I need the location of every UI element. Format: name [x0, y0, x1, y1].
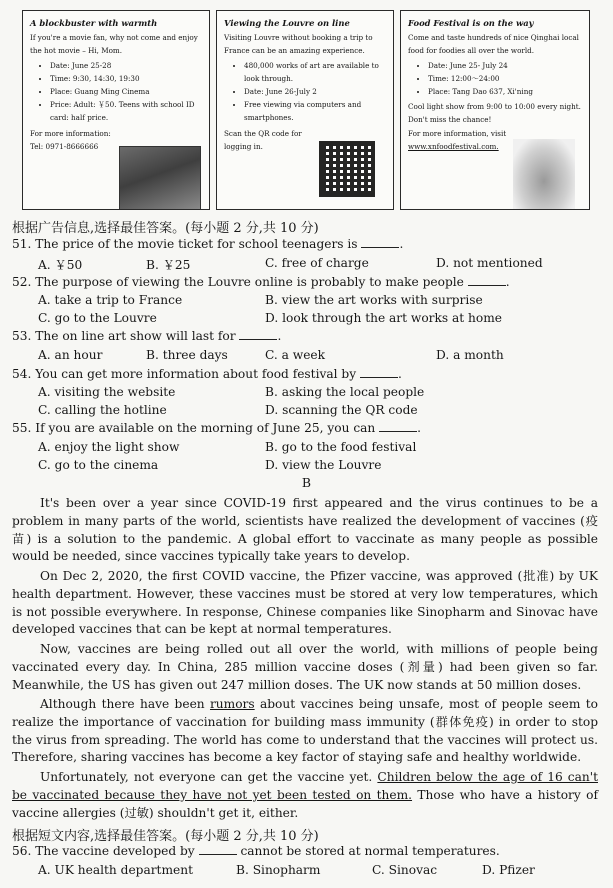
- q56-option-a: A. UK health department: [38, 863, 193, 877]
- q53-option-c: C. a week: [265, 348, 326, 362]
- answer-blank: [468, 275, 506, 286]
- ad-food-place: • Place: Tang Dao 637, Xi'ning: [428, 85, 582, 98]
- q54-option-d: D. scanning the QR code: [265, 403, 418, 417]
- q54-option-a: A. visiting the website: [38, 385, 176, 399]
- q55-option-d: D. view the Louvre: [265, 458, 382, 472]
- q51-option-b: B. ￥25: [146, 258, 191, 272]
- ad-louvre-free: • Free viewing via computers and smartphones.: [244, 98, 386, 124]
- ad-movie-date: • Date: June 25-28: [50, 59, 202, 72]
- q55-option-a: A. enjoy the light show: [38, 440, 180, 454]
- q53-option-a: A. an hour: [38, 348, 103, 362]
- q56-option-b: B. Sinopharm: [236, 863, 321, 877]
- question-53: 53. The on line art show will last for .: [12, 329, 282, 343]
- ad-food-dont: Don't miss the chance!: [408, 115, 492, 125]
- ad-louvre-title: Viewing the Louvre on line: [224, 18, 350, 28]
- ad-food-date: • Date: June 25- July 24: [428, 59, 582, 72]
- q51-option-a: A. ￥50: [38, 258, 83, 272]
- q53-option-d: D. a month: [436, 348, 504, 362]
- section-b-label: B: [301, 475, 312, 490]
- q52-option-a: A. take a trip to France: [38, 293, 183, 307]
- q54-option-b: B. asking the local people: [265, 385, 425, 399]
- ad-food-intro: Come and taste hundreds of nice Qinghai local food for foodies all over the world.: [408, 33, 579, 56]
- passage-paragraph-4: Although there have been rumors about vaccines being unsafe, most of people seem to realize the importance of vaccination for building mass immunity (群体免疫) in order to stop the virus from spreading. The world has come to understand that the vaccines will protect us. Therefore, sharing vaccines has become a key factor of staying safe and healthy worldwide.: [12, 697, 598, 765]
- q56-option-d: D. Pfizer: [482, 863, 535, 877]
- ad-movie-place: • Place: Guang Ming Cinema: [50, 85, 202, 98]
- q52-option-d: D. look through the art works at home: [265, 311, 503, 325]
- ad-movie-price: • Price: Adult: ￥50. Teens with school ID card: half price.: [50, 98, 200, 124]
- answer-blank: [361, 237, 399, 248]
- ad-louvre-works: • 480,000 works of art are available to look through.: [244, 59, 386, 85]
- qr-code-icon: [319, 141, 375, 197]
- q51-option-d: D. not mentioned: [436, 256, 543, 270]
- ad-louvre-list: [224, 59, 386, 125]
- answer-blank: [239, 329, 277, 340]
- question-54: 54. You can get more information about food festival by .: [12, 367, 402, 381]
- passage-paragraph-1: It's been over a year since COVID-19 first appeared and the virus continues to be a problem in many parts of the world, scientists have realized the development of vaccines (疫苗) is a solution to the pandemic. A global effort to vaccinate as many people as possible would be needed, since vaccines typically take years to develop.: [12, 496, 598, 564]
- q56-option-c: C. Sinovac: [372, 863, 438, 877]
- ad-movie-time: • Time: 9:30, 14:30, 19:30: [50, 72, 202, 85]
- section-a-instruction: 根据广告信息,选择最佳答案。(每小题 2 分,共 10 分): [12, 221, 319, 236]
- ad-food-list: [408, 59, 582, 99]
- q54-option-c: C. calling the hotline: [38, 403, 167, 417]
- movie-poster-image: [119, 146, 201, 210]
- ad-food-show: Cool light show from 9:00 to 10:00 every night.: [408, 102, 581, 112]
- question-56: 56. The vaccine developed by cannot be stored at normal temperatures.: [12, 844, 500, 858]
- ad-louvre-intro: Visiting Louvre without booking a trip to France can be an amazing experience.: [224, 33, 373, 56]
- answer-blank: [360, 367, 398, 378]
- answer-blank: [199, 844, 237, 855]
- food-festival-image: [513, 139, 575, 209]
- q55-option-c: C. go to the cinema: [38, 458, 159, 472]
- underlined-sentence: Children below the age of 16 can't be vaccinated because they have not yet been tested on them.: [12, 770, 598, 802]
- passage-paragraph-3: Now, vaccines are being rolled out all over the world, with millions of people being vaccinated every day. In China, 285 million vaccine doses (剂量) had been given so far. Meanwhile, the US has given out 247 million doses. The UK now stands at 50 million doses.: [12, 642, 598, 692]
- ad-movie-title: A blockbuster with warmth: [30, 18, 158, 28]
- question-55: 55. If you are available on the morning of June 25, you can .: [12, 421, 422, 435]
- ad-movie-tel: Tel: 0971-8666666: [30, 141, 99, 151]
- ad-food-time: • Time: 12:00～24:00: [428, 72, 582, 85]
- q51-option-c: C. free of charge: [265, 256, 369, 270]
- ad-food: [400, 10, 590, 210]
- ad-movie-intro: If you're a movie fan, why not come and enjoy the hot movie – Hi, Mom.: [30, 33, 198, 56]
- passage-paragraph-2: On Dec 2, 2020, the first COVID vaccine, the Pfizer vaccine, was approved (批准) by UK health department. However, these vaccines must be stored at very low temperatures, which is not possible everywhere. In response, Chinese companies like Sinopharm and Sinovac have developed vaccines that can be kept at normal temperatures.: [12, 569, 598, 637]
- ad-food-url: www.xnfoodfestival.com.: [408, 141, 499, 151]
- ad-food-more: For more information, visit: [408, 128, 507, 138]
- passage-paragraph-5: Unfortunately, not everyone can get the vaccine yet. Children below the age of 16 can't be vaccinated because they have not yet been tested on them. Those who have a history of vaccine allergies (过敏) shouldn't get it, either.: [12, 770, 598, 820]
- q52-option-c: C. go to the Louvre: [38, 311, 157, 325]
- q53-option-b: B. three days: [146, 348, 228, 362]
- ad-louvre-date: • Date: June 26-July 2: [244, 85, 386, 98]
- question-51: 51. The price of the movie ticket for school teenagers is .: [12, 237, 404, 251]
- q55-option-b: B. go to the food festival: [265, 440, 417, 454]
- ad-louvre: [216, 10, 394, 210]
- ad-movie: [22, 10, 210, 210]
- q52-option-b: B. view the art works with surprise: [265, 293, 483, 307]
- ad-movie-list: [30, 59, 202, 125]
- section-b-instruction: 根据短文内容,选择最佳答案。(每小题 2 分,共 10 分): [12, 829, 319, 844]
- question-52: 52. The purpose of viewing the Louvre online is probably to make people .: [12, 275, 510, 289]
- answer-blank: [379, 421, 417, 432]
- underlined-word-rumors: rumors: [209, 697, 255, 711]
- ad-movie-more: For more information:: [30, 128, 111, 138]
- ad-louvre-scan: Scan the QR code for logging in.: [224, 128, 302, 151]
- ad-food-title: Food Festival is on the way: [408, 18, 534, 28]
